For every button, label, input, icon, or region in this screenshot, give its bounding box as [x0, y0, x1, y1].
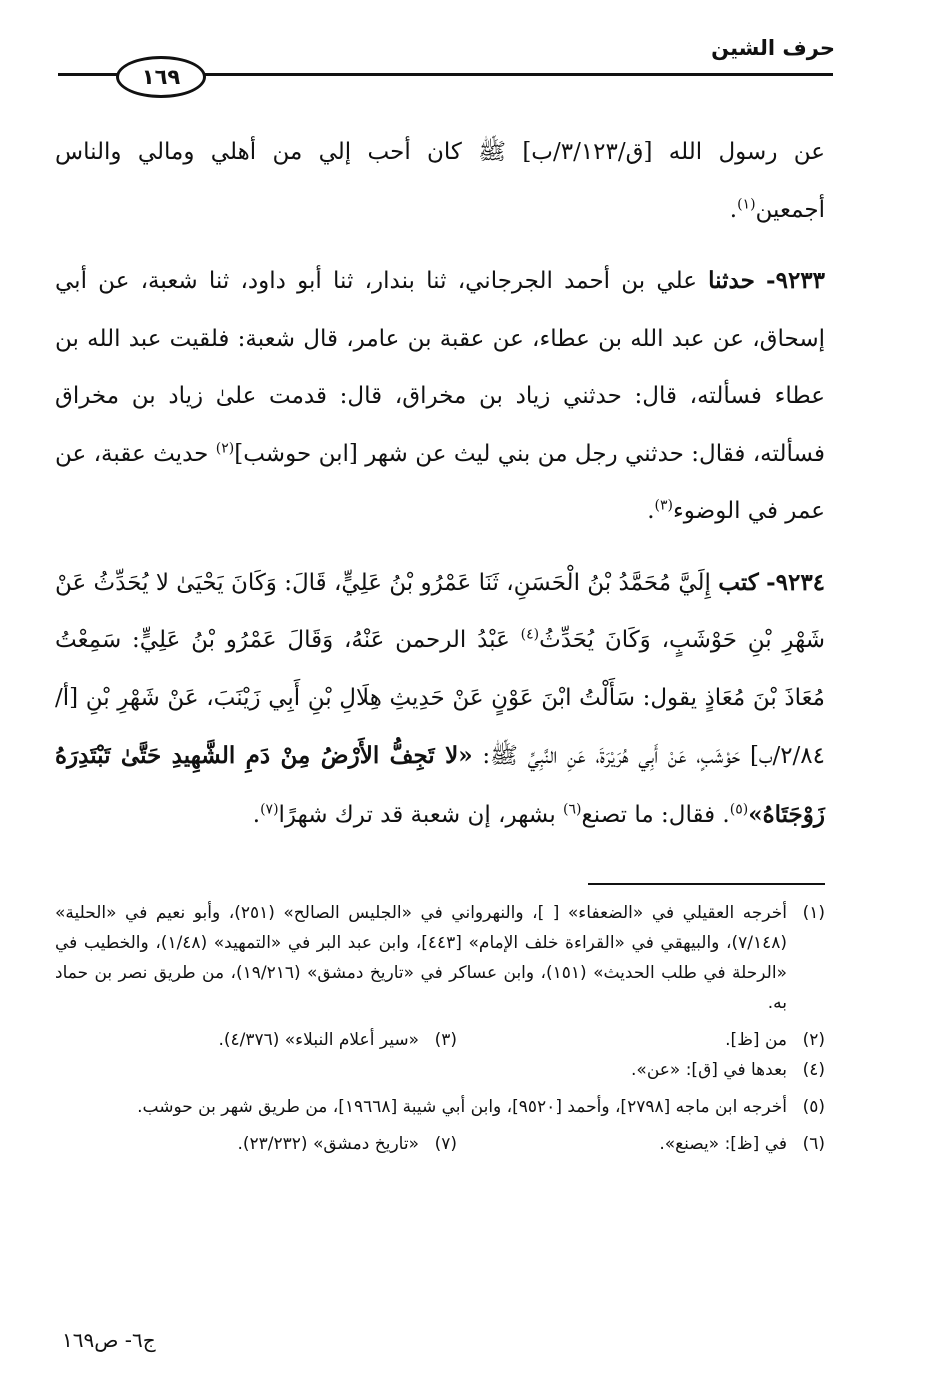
hadith-number: ٩٢٣٣- [766, 267, 826, 294]
main-text [55, 124, 825, 844]
footnote-3 [55, 1025, 457, 1055]
footnote-text: في [ظ]: «يصنع». [659, 1134, 787, 1154]
hadith-text: حديث عقبة، عن عمر في الوضوء [55, 440, 825, 524]
hadith-text: . فقال: ما تصنع [581, 801, 730, 828]
footnote-5 [55, 1092, 825, 1122]
footnote-ref-7: (٧) [260, 800, 279, 817]
hadith-9234 [55, 554, 825, 845]
footnote-4 [55, 1055, 825, 1085]
footnote-text: أخرجه ابن ماجه [٢٧٩٨]، وأحمد [٩٥٢٠]، وابن أبي شيبة [١٩٦٦٨]، من طريق شهر بن حوشب. [137, 1097, 787, 1117]
footnote-ref-2: (٢) [215, 439, 235, 456]
footnote-text: «سير أعلام النبلاء» (٤/٣٧٦). [218, 1030, 419, 1050]
page-number: ١٦٩ [116, 56, 206, 98]
hadith-number: ٩٢٣٤- [766, 568, 826, 596]
para1-text: عن رسول الله [ق/٣/١٢٣/ب] ﷺ كان أحب إلي من أهلي ومالي والناس أجمعين [55, 139, 826, 223]
footnote-2 [457, 1025, 825, 1055]
footnote-ref-6: (٦) [563, 800, 582, 817]
footnote-separator [588, 883, 825, 885]
footnote-number: (٢) [802, 1030, 825, 1050]
hadith-lead-word: كتب [718, 568, 759, 596]
footnote-number: (٧) [434, 1134, 457, 1154]
chapter-title: حرف الشين [711, 36, 835, 60]
volume-page-reference: ج٦- ص١٦٩ [62, 1328, 156, 1352]
footnote-ref-5: (٥) [729, 800, 749, 817]
footnote-row [55, 1129, 825, 1159]
hadith-text: علي بن أحمد الجرجاني، ثنا بندار، ثنا أبو داود، ثنا شعبة، عن أبي إسحاق، عن عبد الله بن عطاء، عن عقبة بن عامر، قال شعبة: فلقيت عبد الله بن عطاء فسألته، قال: حدثني زياد بن مخراق، قال: قدمت علىٰ زياد بن مخراق فسألته، فقال: حدثني رجل من بني ليث عن شهر [ابن حوشب] [55, 268, 825, 467]
footnote-6 [457, 1129, 825, 1159]
hadith-9233 [55, 252, 825, 541]
footnote-number: (١) [802, 903, 825, 923]
hadith-text: إِلَيَّ مُحَمَّدُ بْنُ الْحَسَنِ، ثَنَا عَمْرُو بْنُ عَلِيٍّ، قَالَ: وَكَانَ يَحْيَىٰ لا يُحَدِّثُ عَنْ شَهْرِ بْنِ حَوْشَبٍ، وَكَانَ يُحَدِّثُ [55, 569, 825, 653]
hadith-lead-word: حدثنا [708, 267, 755, 294]
footnote-row [55, 1025, 825, 1055]
footnote-number: (٣) [434, 1030, 457, 1050]
paragraph-1 [55, 124, 825, 239]
footnote-1 [55, 898, 825, 1018]
para1-end: . [729, 196, 738, 223]
footnote-text: بعدها في [ق]: «عن». [631, 1060, 787, 1080]
hadith-text: بشهر، إن شعبة قد ترك شهرًا [278, 801, 564, 828]
footnote-text: من [ظ]. [725, 1030, 787, 1050]
para2-end: . [647, 498, 655, 524]
footnote-number: (٥) [802, 1097, 825, 1117]
footnote-ref-1: (١) [737, 195, 756, 212]
footnote-ref-3: (٣) [654, 497, 673, 514]
prophetic-quote: «لا تَجِفُّ الأَرْضُ مِنْ دَمِ الشَّهِيدِ حَتَّىٰ تَبْتَدِرَهُ زَوْجَتَاهُ» [55, 742, 825, 828]
footnote-ref-4: (٤) [520, 626, 540, 643]
footnote-text: «تاريخ دمشق» (٢٣/٢٣٢). [237, 1134, 419, 1154]
hadith-text: عَبْدُ الرحمن عَنْهُ، وَقَالَ عَمْرُو بْنُ عَلِيٍّ: سَمِعْتُ مُعَاذَ بْنَ مُعَاذٍ يقول: سَأَلْتُ ابْنَ عَوْنٍ عَنْ حَدِيثِ هِلَالِ بْنِ أَبِي زَيْنَبَ، عَنْ شَهْرِ بْنِ [أ/٢/٨٤/ب] حَوْشَبٍ، عَنْ أَبِي هُرَيْرَةَ، عَنِ النَّبِيِّ ﷺ: [55, 627, 826, 769]
para3-end: . [252, 801, 261, 828]
footnotes [55, 898, 825, 1159]
footnote-text: أخرجه العقيلي في «الضعفاء» [ ]، والنهرواني في «الجليس الصالح» (٢٥١)، وأبو نعيم في «الحلية» (٧/١٤٨)، والبيهقي في «القراءة خلف الإمام» [٤٤٣]، وابن عبد البر في «التمهيد» (١/٤٨)، والخطيب في «الرحلة في طلب الحديث» (١٥١)، وابن عساكر في «تاريخ دمشق» (١٩/٢١٦)، من طريق نصر بن حماد به. [55, 903, 788, 1013]
footnote-number: (٦) [802, 1134, 825, 1154]
footnote-number: (٤) [802, 1060, 825, 1080]
footnote-7 [55, 1129, 457, 1159]
